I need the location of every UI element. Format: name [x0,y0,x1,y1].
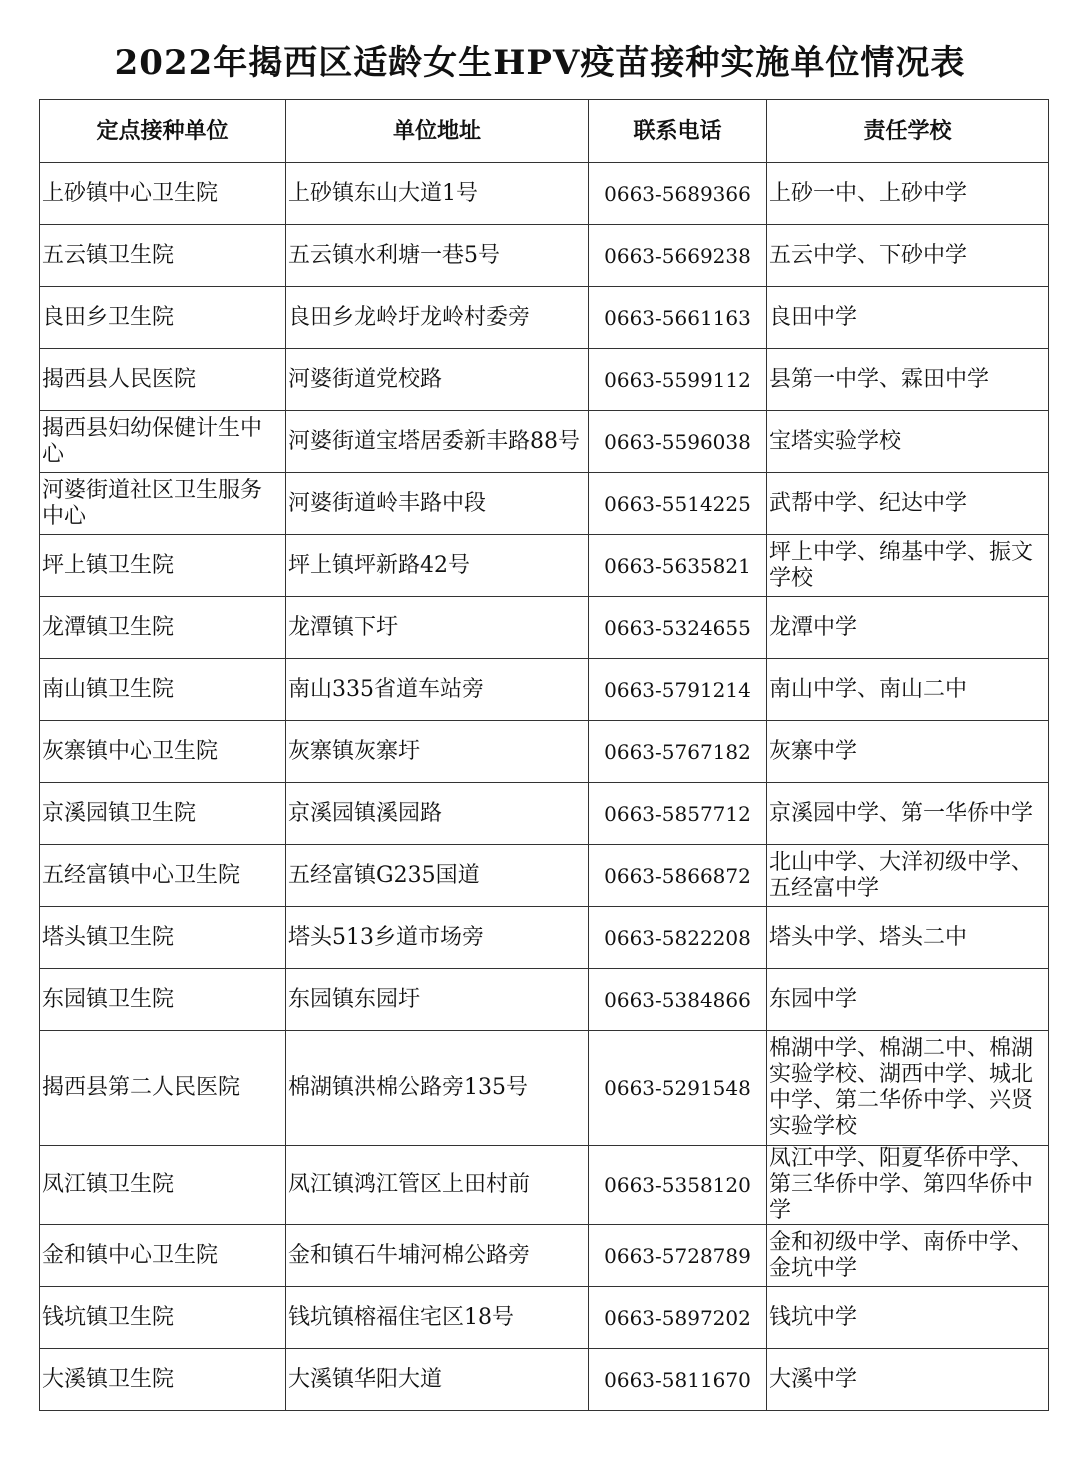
table-row [40,1146,1049,1225]
school-cell: 塔头中学、塔头二中 [767,907,1049,969]
address-cell: 河婆街道岭丰路中段 [286,473,589,535]
table-row [40,659,1049,721]
address-cell: 龙潭镇下圩 [286,597,589,659]
unit-cell: 良田乡卫生院 [40,287,286,349]
phone-cell: 0663-5599112 [589,349,767,411]
address-cell: 京溪园镇溪园路 [286,783,589,845]
table-row [40,721,1049,783]
table-row [40,473,1049,535]
phone-cell: 0663-5514225 [589,473,767,535]
address-cell: 河婆街道党校路 [286,349,589,411]
school-cell: 南山中学、南山二中 [767,659,1049,721]
address-cell: 灰寨镇灰寨圩 [286,721,589,783]
phone-cell: 0663-5661163 [589,287,767,349]
phone-cell: 0663-5897202 [589,1287,767,1349]
phone-cell: 0663-5669238 [589,225,767,287]
unit-cell: 京溪园镇卫生院 [40,783,286,845]
phone-cell: 0663-5689366 [589,163,767,225]
phone-cell: 0663-5866872 [589,845,767,907]
unit-cell: 坪上镇卫生院 [40,535,286,597]
phone-cell: 0663-5767182 [589,721,767,783]
header-address: 单位地址 [286,100,589,163]
table-row [40,1349,1049,1411]
vaccination-units-table [39,99,1049,1411]
unit-cell: 上砂镇中心卫生院 [40,163,286,225]
address-cell: 钱坑镇榕福住宅区18号 [286,1287,589,1349]
school-cell: 宝塔实验学校 [767,411,1049,473]
unit-cell: 揭西县人民医院 [40,349,286,411]
phone-cell: 0663-5384866 [589,969,767,1031]
school-cell: 上砂一中、上砂中学 [767,163,1049,225]
table-row [40,1225,1049,1287]
table-header-row [40,100,1049,163]
table-row [40,1031,1049,1146]
table-row [40,845,1049,907]
school-cell: 县第一中学、霖田中学 [767,349,1049,411]
address-cell: 上砂镇东山大道1号 [286,163,589,225]
unit-cell: 东园镇卫生院 [40,969,286,1031]
phone-cell: 0663-5358120 [589,1146,767,1225]
phone-cell: 0663-5291548 [589,1031,767,1146]
unit-cell: 金和镇中心卫生院 [40,1225,286,1287]
unit-cell: 揭西县妇幼保健计生中心 [40,411,286,473]
table-row [40,225,1049,287]
address-cell: 良田乡龙岭圩龙岭村委旁 [286,287,589,349]
phone-cell: 0663-5857712 [589,783,767,845]
school-cell: 大溪中学 [767,1349,1049,1411]
unit-cell: 南山镇卫生院 [40,659,286,721]
school-cell: 金和初级中学、南侨中学、金坑中学 [767,1225,1049,1287]
table-row [40,287,1049,349]
address-cell: 凤江镇鸿江管区上田村前 [286,1146,589,1225]
address-cell: 南山335省道车站旁 [286,659,589,721]
table-row [40,969,1049,1031]
phone-cell: 0663-5822208 [589,907,767,969]
phone-cell: 0663-5635821 [589,535,767,597]
unit-cell: 灰寨镇中心卫生院 [40,721,286,783]
address-cell: 五经富镇G235国道 [286,845,589,907]
school-cell: 五云中学、下砂中学 [767,225,1049,287]
phone-cell: 0663-5596038 [589,411,767,473]
unit-cell: 龙潭镇卫生院 [40,597,286,659]
address-cell: 五云镇水利塘一巷5号 [286,225,589,287]
address-cell: 棉湖镇洪棉公路旁135号 [286,1031,589,1146]
phone-cell: 0663-5791214 [589,659,767,721]
school-cell: 良田中学 [767,287,1049,349]
table-row [40,597,1049,659]
unit-cell: 凤江镇卫生院 [40,1146,286,1225]
school-cell: 钱坑中学 [767,1287,1049,1349]
table-row [40,783,1049,845]
table-row [40,411,1049,473]
unit-cell: 揭西县第二人民医院 [40,1031,286,1146]
address-cell: 金和镇石牛埔河棉公路旁 [286,1225,589,1287]
table-row [40,163,1049,225]
header-unit: 定点接种单位 [40,100,286,163]
school-cell: 灰寨中学 [767,721,1049,783]
table-row [40,907,1049,969]
unit-cell: 大溪镇卫生院 [40,1349,286,1411]
phone-cell: 0663-5811670 [589,1349,767,1411]
phone-cell: 0663-5728789 [589,1225,767,1287]
unit-cell: 塔头镇卫生院 [40,907,286,969]
address-cell: 大溪镇华阳大道 [286,1349,589,1411]
phone-cell: 0663-5324655 [589,597,767,659]
header-phone: 联系电话 [589,100,767,163]
address-cell: 河婆街道宝塔居委新丰路88号 [286,411,589,473]
table-row [40,349,1049,411]
table-row [40,1287,1049,1349]
address-cell: 塔头513乡道市场旁 [286,907,589,969]
school-cell: 棉湖中学、棉湖二中、棉湖实验学校、湖西中学、城北中学、第二华侨中学、兴贤实验学校 [767,1031,1049,1146]
unit-cell: 五经富镇中心卫生院 [40,845,286,907]
table-row [40,535,1049,597]
unit-cell: 钱坑镇卫生院 [40,1287,286,1349]
school-cell: 北山中学、大洋初级中学、五经富中学 [767,845,1049,907]
school-cell: 坪上中学、绵基中学、振文学校 [767,535,1049,597]
address-cell: 坪上镇坪新路42号 [286,535,589,597]
school-cell: 京溪园中学、第一华侨中学 [767,783,1049,845]
school-cell: 东园中学 [767,969,1049,1031]
address-cell: 东园镇东园圩 [286,969,589,1031]
school-cell: 龙潭中学 [767,597,1049,659]
unit-cell: 河婆街道社区卫生服务中心 [40,473,286,535]
school-cell: 武帮中学、纪达中学 [767,473,1049,535]
unit-cell: 五云镇卫生院 [40,225,286,287]
header-school: 责任学校 [767,100,1049,163]
school-cell: 凤江中学、阳夏华侨中学、第三华侨中学、第四华侨中学 [767,1146,1049,1225]
page-title: 2022年揭西区适龄女生HPV疫苗接种实施单位情况表 [114,43,966,83]
